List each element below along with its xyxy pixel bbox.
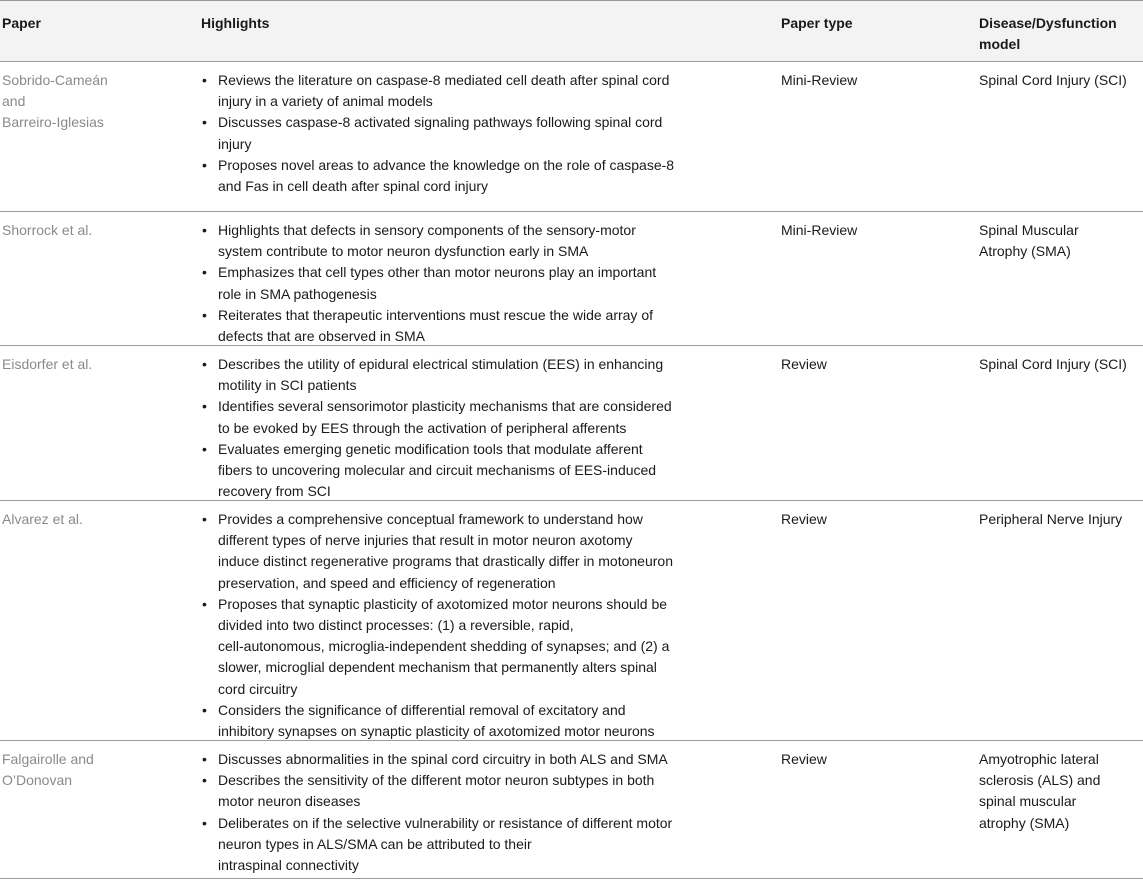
highlight-line: induce distinct regenerative programs that drastically differ in motoneuron [218, 553, 673, 570]
disease-model-line: Spinal Cord Injury (SCI) [979, 72, 1127, 88]
highlight-line: motor neuron diseases [218, 793, 361, 810]
highlight-line: Emphasizes that cell types other than motor neurons play an important [218, 264, 657, 281]
paper-name-line: Barreiro-Iglesias [2, 114, 104, 131]
disease-model-line: Amyotrophic lateral [979, 751, 1099, 767]
highlight-item [201, 70, 781, 112]
highlights-list [201, 749, 781, 876]
table-row [0, 346, 1143, 501]
highlight-item [201, 155, 781, 197]
paper-type-cell: Review [781, 511, 827, 527]
highlight-line: inhibitory synapses on synaptic plasticity of axotomized motor neurons [218, 723, 655, 740]
highlight-line: Identifies several sensorimotor plasticity mechanisms that are considered [218, 398, 672, 415]
highlight-line: and Fas in cell death after spinal cord injury [218, 178, 489, 195]
header-disease-line: Disease/Dysfunction [979, 15, 1117, 31]
highlight-line: cord circuitry [218, 680, 298, 697]
header-disease-line: model [979, 36, 1021, 52]
highlights-cell [201, 741, 781, 878]
highlight-line: to be evoked by EES through the activation of peripheral afferents [218, 419, 627, 436]
header-paper: Paper [2, 15, 41, 31]
highlight-line: Proposes novel areas to advance the knowledge on the role of caspase-8 [218, 156, 675, 173]
paper-name-line: Shorrock et al. [2, 222, 93, 238]
header-highlights: Highlights [201, 15, 270, 31]
bullet-icon: • [202, 398, 207, 415]
disease-model-line: Atrophy (SMA) [979, 243, 1071, 260]
paper-cell [0, 62, 201, 211]
bullet-icon: • [202, 222, 207, 238]
highlights-cell [201, 212, 781, 345]
highlight-line: fibers to uncovering molecular and circuit mechanisms of EES-induced [218, 462, 657, 479]
highlight-line: role in SMA pathogenesis [218, 285, 377, 302]
highlight-item [201, 396, 781, 438]
highlights-list [201, 354, 781, 502]
highlight-line: Provides a comprehensive conceptual framework to understand how [218, 511, 643, 527]
paper-cell [0, 212, 201, 345]
highlight-line: Considers the significance of differential removal of excitatory and [218, 701, 626, 718]
table-body [0, 62, 1143, 879]
paper-type-cell: Review [781, 356, 827, 372]
highlight-line: preservation, and speed and efficiency of regeneration [218, 574, 556, 591]
highlights-cell [201, 62, 781, 211]
highlight-line: motility in SCI patients [218, 377, 357, 394]
paper-name-line: Alvarez et al. [2, 511, 83, 527]
highlight-line: Describes the utility of epidural electrical stimulation (EES) in enhancing [218, 356, 664, 372]
disease-model-line: Peripheral Nerve Injury [979, 511, 1123, 527]
highlight-item [201, 770, 781, 812]
highlight-line: Deliberates on if the selective vulnerability or resistance of different motor [218, 814, 673, 831]
highlight-line: neuron types in ALS/SMA can be attributed to their [218, 835, 532, 852]
bullet-icon: • [202, 156, 207, 173]
highlight-line: Reiterates that therapeutic interventions must rescue the wide array of [218, 306, 653, 323]
highlight-item [201, 354, 781, 396]
highlight-line: Discusses abnormalities in the spinal cord circuitry in both ALS and SMA [218, 751, 668, 767]
disease-model-cell [979, 741, 1143, 878]
paper-cell [0, 346, 201, 500]
highlights-cell [201, 346, 781, 500]
highlight-item [201, 594, 781, 700]
paper-cell [0, 741, 201, 878]
highlight-line: Reviews the literature on caspase-8 mediated cell death after spinal cord [218, 72, 670, 88]
highlight-item [201, 700, 781, 742]
highlights-list [201, 70, 781, 197]
table-header [0, 1, 1143, 62]
paper-name-line: Eisdorfer et al. [2, 356, 93, 372]
highlight-line: Evaluates emerging genetic modification tools that modulate afferent [218, 440, 643, 457]
highlight-item [201, 439, 781, 503]
paper-name-line: Falgairolle and [2, 751, 94, 767]
highlight-line: Proposes that synaptic plasticity of axotomized motor neurons should be [218, 595, 668, 612]
highlight-item [201, 509, 781, 594]
highlight-line: intraspinal connectivity [218, 857, 359, 874]
highlights-list [201, 220, 781, 347]
bullet-icon: • [202, 72, 207, 88]
highlight-item [201, 813, 781, 877]
highlight-line: cell-autonomous, microglia-independent shedding of synapses; and (2) a [218, 638, 670, 655]
disease-model-line: Spinal Cord Injury (SCI) [979, 356, 1127, 372]
highlight-item [201, 749, 781, 770]
disease-model-cell [979, 62, 1143, 211]
paper-type-cell: Review [781, 751, 827, 767]
highlight-line: divided into two distinct processes: (1) a reversible, rapid, [218, 617, 574, 634]
disease-model-line: spinal muscular [979, 793, 1077, 810]
highlight-line: recovery from SCI [218, 483, 331, 500]
paper-name-line: Sobrido-Cameán [2, 72, 108, 88]
highlight-line: different types of nerve injuries that result in motor neuron axotomy [218, 532, 633, 549]
bullet-icon: • [202, 814, 207, 831]
bullet-icon: • [202, 114, 207, 131]
highlight-line: system contribute to motor neuron dysfunction early in SMA [218, 243, 589, 260]
paper-cell [0, 501, 201, 740]
highlight-line: injury in a variety of animal models [218, 93, 433, 110]
highlight-item [201, 112, 781, 154]
header-disease-model [979, 1, 1143, 61]
bullet-icon: • [202, 595, 207, 612]
disease-model-cell [979, 212, 1143, 345]
paper-name-line: O’Donovan [2, 772, 73, 789]
bullet-icon: • [202, 511, 207, 527]
table-row [0, 212, 1143, 346]
table-row [0, 501, 1143, 741]
highlight-line: Describes the sensitivity of the different motor neuron subtypes in both [218, 772, 655, 789]
table-row [0, 62, 1143, 212]
highlight-line: injury [218, 135, 252, 152]
highlights-list [201, 509, 781, 742]
highlight-item [201, 262, 781, 304]
paper-type-cell: Mini-Review [781, 222, 858, 238]
highlight-item [201, 305, 781, 347]
header-paper-type: Paper type [781, 15, 853, 31]
bullet-icon: • [202, 701, 207, 718]
bullet-icon: • [202, 264, 207, 281]
highlights-cell [201, 501, 781, 740]
bullet-icon: • [202, 772, 207, 789]
table-row [0, 741, 1143, 879]
disease-model-cell [979, 501, 1143, 740]
disease-model-line: Spinal Muscular [979, 222, 1079, 238]
paper-name-line: and [2, 93, 26, 110]
disease-model-line: sclerosis (ALS) and [979, 772, 1101, 789]
highlight-line: defects that are observed in SMA [218, 328, 425, 345]
highlight-line: Discusses caspase-8 activated signaling pathways following spinal cord [218, 114, 663, 131]
bullet-icon: • [202, 440, 207, 457]
disease-model-cell [979, 346, 1143, 500]
highlight-line: Highlights that defects in sensory components of the sensory-motor [218, 222, 636, 238]
disease-model-line: atrophy (SMA) [979, 814, 1070, 831]
bullet-icon: • [202, 356, 207, 372]
highlight-line: slower, microglial dependent mechanism that permanently alters spinal [218, 659, 657, 676]
bullet-icon: • [202, 751, 207, 767]
bullet-icon: • [202, 306, 207, 323]
paper-type-cell: Mini-Review [781, 72, 858, 88]
highlight-item [201, 220, 781, 262]
